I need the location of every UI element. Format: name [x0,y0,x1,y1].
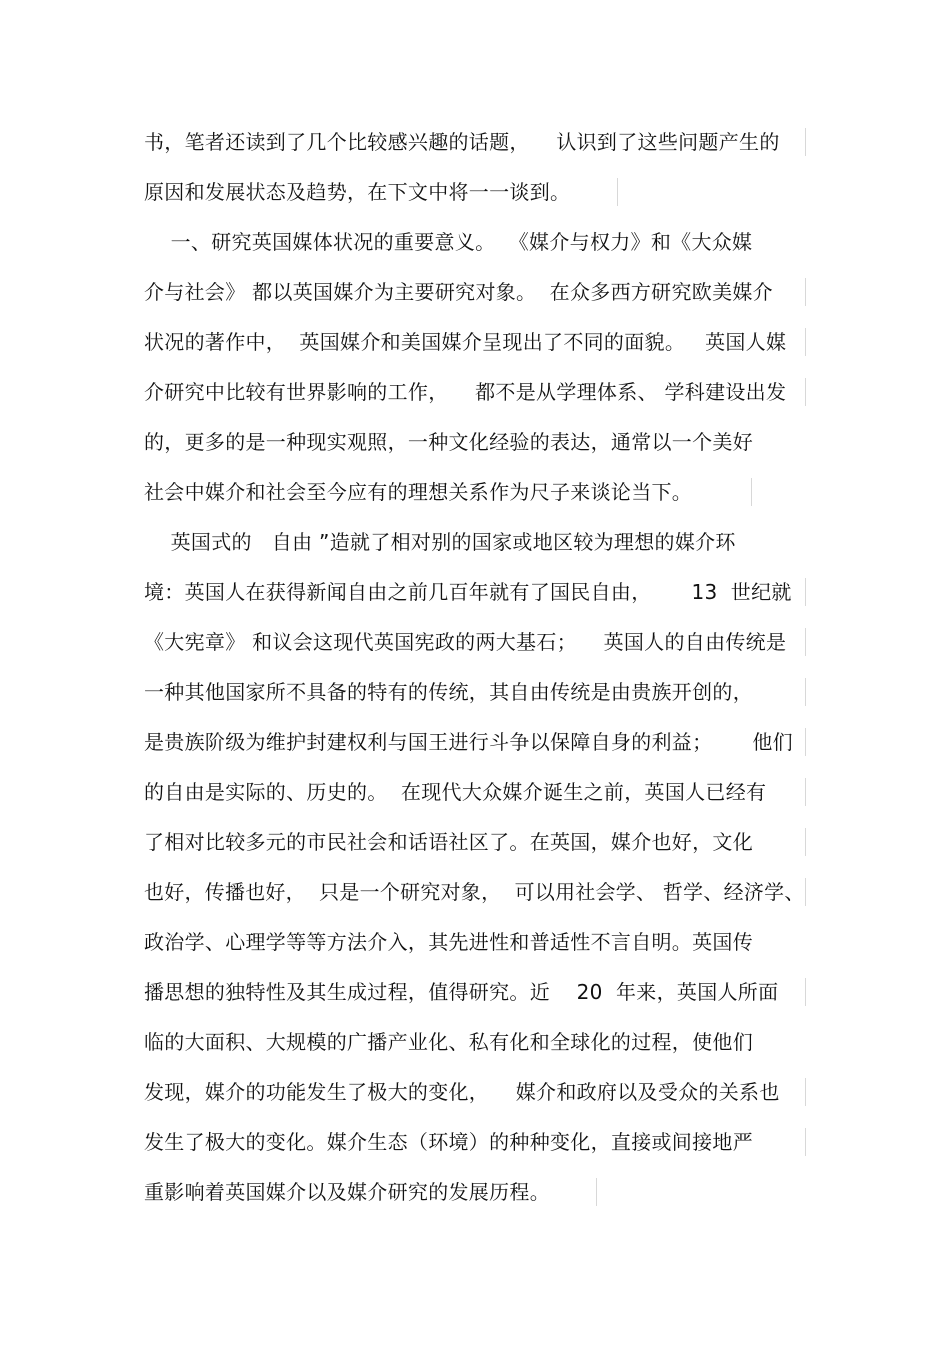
text-line: 一种其他国家所不具备的特有的传统，其自由传统是由贵族开创的， [144,680,753,704]
text-line: 英国式的 自由 ”造就了相对别的国家或地区较为理想的媒介环 [144,530,736,554]
line-end-rule [805,678,806,706]
line-end-rule [805,128,806,156]
line-end-rule [805,1078,806,1106]
text-line: 一、研究英国媒体状况的重要意义。 《媒介与权力》和《大众媒 [144,230,753,254]
text-line: 临的大面积、大规模的广播产业化、私有化和全球化的过程，使他们 [144,1030,753,1054]
line-end-rule [805,278,806,306]
line-end-rule [805,778,806,806]
line-end-rule [751,478,752,506]
line-end-rule [805,878,806,906]
line-end-rule [805,378,806,406]
text-line: 介与社会》 都以英国媒介为主要研究对象。 在众多西方研究欧美媒介 [144,280,773,304]
text-line: 发生了极大的变化。媒介生态（环境）的种种变化，直接或间接地严 [144,1130,753,1154]
text-line: 社会中媒介和社会至今应有的理想关系作为尺子来谈论当下。 [144,480,693,504]
line-end-rule [805,628,806,656]
text-line: 介研究中比较有世界影响的工作， 都不是从学理体系、 学科建设出发 [144,380,787,404]
text-line: 了相对比较多元的市民社会和话语社区了。在英国，媒介也好，文化 [144,830,753,854]
text-line: 也好，传播也好， 只是一个研究对象， 可以用社会学、 哲学、经济学、 [144,880,805,904]
line-end-rule [805,728,806,756]
line-end-rule [805,578,806,606]
text-line: 政治学、心理学等等方法介入，其先进性和普适性不言自明。英国传 [144,930,753,954]
line-end-rule [805,328,806,356]
text-line: 原因和发展状态及趋势，在下文中将一一谈到。 [144,180,571,204]
text-line: 的，更多的是一种现实观照，一种文化经验的表达，通常以一个美好 [144,430,753,454]
text-line: 状况的著作中， 英国媒介和美国媒介呈现出了不同的面貌。 英国人媒 [144,330,787,354]
text-line: 的自由是实际的、历史的。 在现代大众媒介诞生之前，英国人已经有 [144,780,767,804]
line-end-rule [805,978,806,1006]
text-line: 发现，媒介的功能发生了极大的变化， 媒介和政府以及受众的关系也 [144,1080,780,1104]
text-line: 播思想的独特性及其生成过程，值得研究。近 20 年来，英国人所面 [144,980,779,1004]
text-line: 书，笔者还读到了几个比较感兴趣的话题， 认识到了这些问题产生的 [144,130,780,154]
text-line: 境：英国人在获得新闻自由之前几百年就有了国民自由， 13 世纪就 [144,580,792,604]
text-line: 《大宪章》 和议会这现代英国宪政的两大基石； 英国人的自由传统是 [144,630,787,654]
line-end-rule [805,828,806,856]
line-end-rule [617,178,618,206]
text-line: 是贵族阶级为维护封建权利与国王进行斗争以保障自身的利益； 他们 [144,730,793,754]
line-end-rule [805,1128,806,1156]
line-end-rule [596,1178,597,1206]
text-line: 重影响着英国媒介以及媒介研究的发展历程。 [144,1180,550,1204]
